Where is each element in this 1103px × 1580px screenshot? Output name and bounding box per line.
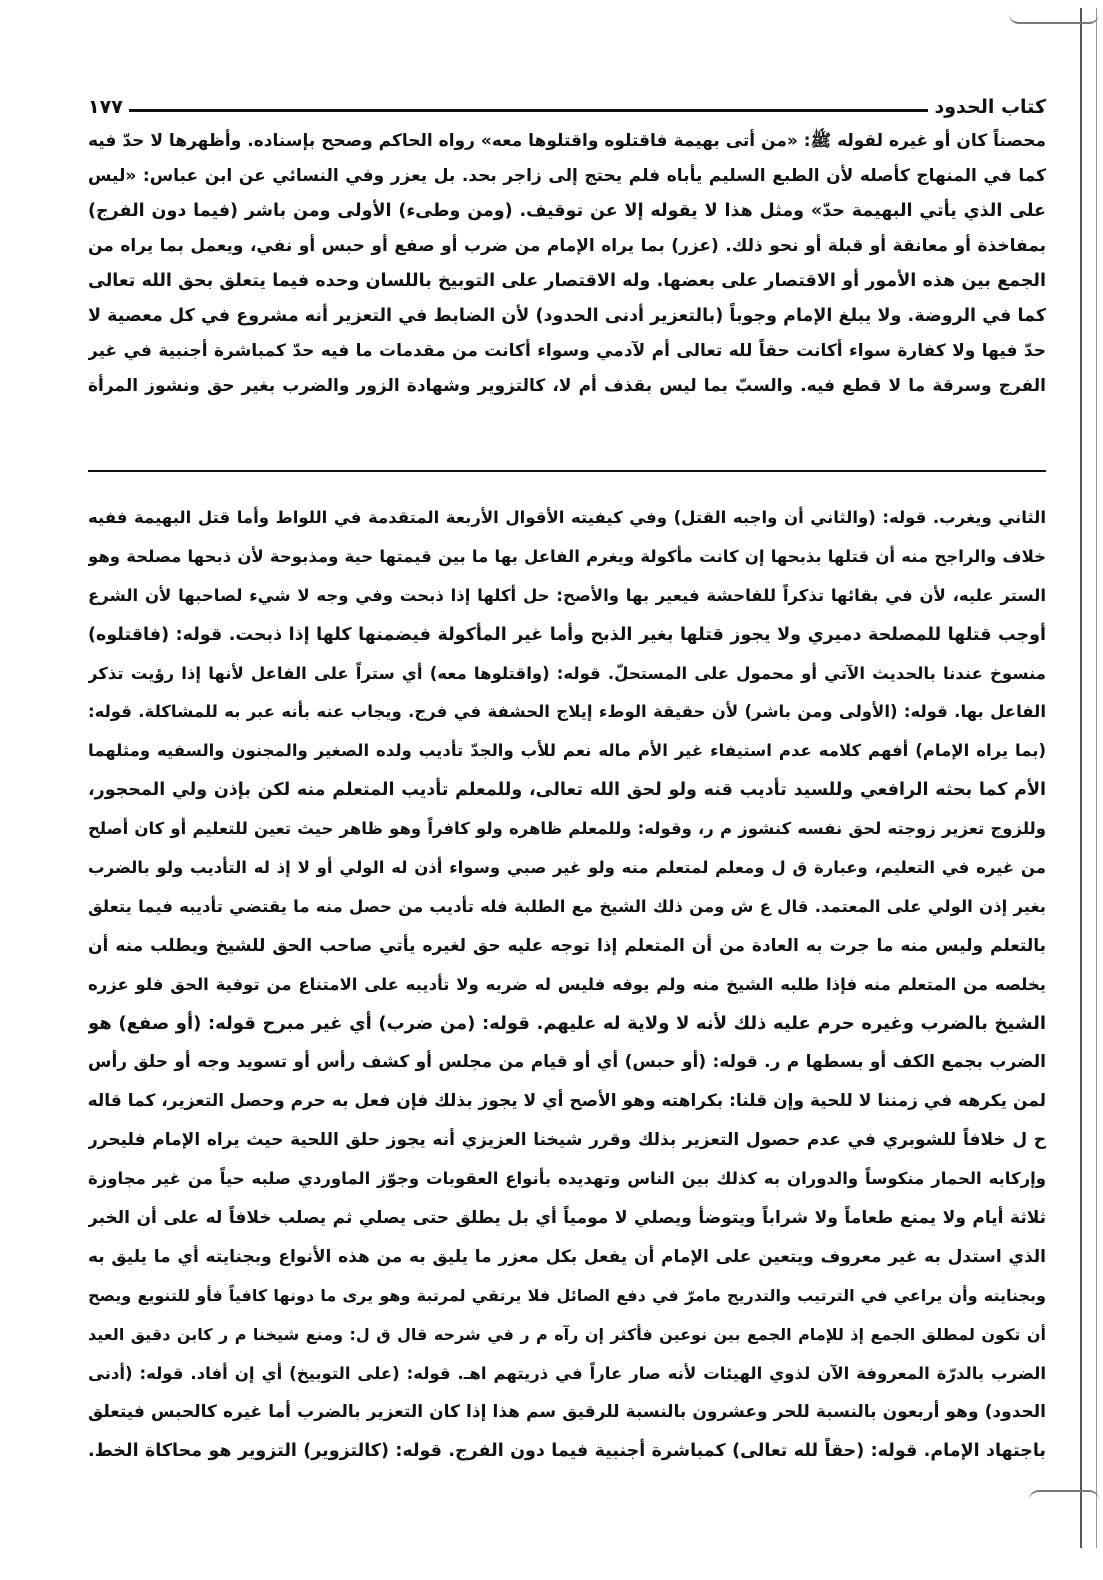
footnote-separator bbox=[88, 470, 1046, 472]
footnote-line: يخلصه من المتعلم منه فإذا طلبه الشيخ منه ولم يوفه فليس له ضربه ولا تأديبه على الامتناع من توفية الحق فلو عزره bbox=[88, 974, 1046, 994]
footnote-line: الذي استدل به غير معروف ويتعين على الإمام أن يفعل بكل معزر ما يليق به من هذه الأنواع وبجنايته أي ما يليق به bbox=[88, 1246, 1046, 1267]
footnote-line: وبجنايته وأن يراعي في الترتيب والتدريج مامرّ في دفع الصائل فلا يرتقي لمرتبة وهو يرى ما دونها كافياً فأو للتنويع ويصح bbox=[88, 1285, 1046, 1305]
footnote-line: الحدود) وهو أربعون بالنسبة للحر وعشرون بالنسبة للرقيق سم هذا إذا كان التعزير بالضرب أما غيره كالحبس فيتعلق bbox=[88, 1402, 1046, 1423]
main-text-line: كما في الروضة. ولا يبلغ الإمام وجوباً (بالتعزير أدنى الحدود) لأن الضابط في التعزير أنه مشروع في كل معصية لا bbox=[88, 306, 1046, 326]
footnote-line: باجتهاد الإمام. قوله: (حقاً لله تعالى) كمباشرة أجنبية فيما دون الفرج. قوله: (كالتزوير) التزوير هو محاكاة الخط. bbox=[88, 1441, 1046, 1462]
footnote-line: الضرب بجمع الكف أو بسطها م ر. قوله: (أو حبس) أي أو قيام من مجلس أو كشف رأس أو تسويد وجه أو حلق رأس bbox=[88, 1052, 1046, 1073]
footnotes bbox=[88, 499, 1046, 1471]
footnote-line: الستر عليه، لأن في بقائها تذكراً للفاحشة فيعير بها والأصح: حل أكلها إذا ذبحت وفي وجه لا شيء لصاحبها لأن الشرع bbox=[88, 585, 1046, 605]
footnote-line: الثاني ويغرب. قوله: (والثاني أن واجبه القتل) وفي كيفيته الأقوال الأربعة المتقدمة في اللواط وأما قتل البهيمة ففيه bbox=[88, 508, 1046, 527]
page-number: ١٧٧ bbox=[88, 96, 123, 118]
footnote-line: وإركابه الحمار منكوساً والدوران به كذلك بين الناس وتهديده بأنواع العقوبات وجوّز الماوردي صلبه حياً من غير مجاوزة bbox=[88, 1169, 1046, 1189]
border-ornament-bottom bbox=[1029, 1490, 1099, 1512]
footnote-line: بالتعلم وليس منه ما جرت به العادة من أن المتعلم إذا توجه عليه حق لغيره يأتي صاحب الحق للشيخ ويطلب منه أن bbox=[88, 935, 1046, 956]
footnote-line: وللزوج تعزير زوجته لحق نفسه كنشوز م ر، وقوله: وللمعلم ظاهره ولو كافراً وهو ظاهر حيث تعين للتعليم أو كان أصلح bbox=[88, 819, 1046, 839]
main-text-line: على الذي يأتي البهيمة حدّ» ومثل هذا لا يقوله إلا عن توقيف. (ومن وطىء) الأولى ومن باشر (فيما دون الفرج) bbox=[88, 201, 1046, 221]
footnote-line: الفاعل بها. قوله: (الأولى ومن باشر) لأن حقيقة الوطء إيلاج الحشفة في فرج. ويجاب عنه بأنه عبر به للمشاكلة. قوله: bbox=[88, 702, 1046, 722]
running-header bbox=[88, 92, 1046, 118]
page-border-ornament bbox=[1080, 8, 1097, 1548]
main-text-line: حدّ فيها ولا كفارة سواء أكانت حقاً لله تعالى أم لآدمي وسواء أكانت من مقدمات ما فيه حدّ كمباشرة أجنبية في غير bbox=[88, 341, 1046, 361]
footnote-line: من غيره في التعليم، وعبارة ق ل ومعلم لمتعلم منه ولو غير صبي وسواء أذن له الولي أو لا إذ له التأديب ولو بالضرب bbox=[88, 858, 1046, 878]
footnote-line: خلاف والراجح منه أن قتلها بذبحها إن كانت مأكولة ويغرم الفاعل بها ما بين قيمتها حية ومذبوحة لأن ذبحها مصلحة وهو bbox=[88, 546, 1046, 566]
main-text-line: كما في المنهاج كأصله لأن الطبع السليم يأباه فلم يحتج إلى زاجر بحد. بل يعزر وفي النسائي عن ابن عباس: «ليس bbox=[88, 166, 1046, 186]
main-text bbox=[88, 124, 1046, 404]
border-ornament-top bbox=[1009, 4, 1099, 24]
footnote-line: منسوخ عندنا بالحديث الآتي أو محمول على المستحلّ. قوله: (واقتلوها معه) أي ستراً على الفاعل لأنها إذا رؤيت تذكر bbox=[88, 663, 1046, 683]
chapter-title: كتاب الحدود bbox=[934, 96, 1046, 118]
footnote-line: (بما يراه الإمام) أفهم كلامه عدم استيفاء غير الأم ماله نعم للأب والجدّ تأديب ولده الصغير والمجنون والسفيه ومثلهما bbox=[88, 741, 1046, 761]
main-text-line: الفرج وسرقة ما لا قطع فيه. والسبّ بما ليس بقذف أم لا، كالتزوير وشهادة الزور والضرب بغير حق ونشوز المرأة bbox=[88, 376, 1046, 396]
footnote-line: ثلاثة أيام ولا يمنع طعاماً ولا شراباً ويتوضأ ويصلي لا مومياً أي بل يطلق حتى يصلي ثم يصلب خلافاً له على أن الخبر bbox=[88, 1208, 1046, 1229]
main-text-line: الجمع بين هذه الأمور أو الاقتصار على بعضها. وله الاقتصار على التوبيخ باللسان وحده فيما يتعلق بحق الله تعالى bbox=[88, 271, 1046, 291]
main-text-line: بمفاخذة أو معانقة أو قبلة أو نحو ذلك. (عزر) بما يراه الإمام من ضرب أو صفع أو حبس أو نفي، ويعمل بما يراه من bbox=[88, 236, 1046, 256]
footnote-line: الضرب بالدرّة المعروفة الآن لذوي الهيئات لأنه صار عاراً في ذريتهم اهـ. قوله: (على التوبيخ) أي إن أفاد. قوله: (أدنى bbox=[88, 1363, 1046, 1383]
footnote-line: ح ل خلافاً للشوبري في عدم حصول التعزير بذلك وقرر شيخنا العزيزي أنه يجوز حلق اللحية حيث يراه الإمام فليحرر bbox=[88, 1130, 1046, 1151]
footnote-line: الشيخ بالضرب وغيره حرم عليه ذلك لأنه لا ولاية له عليهم. قوله: (من ضرب) أي غير مبرح قوله: (أو صفع) هو bbox=[88, 1012, 1046, 1034]
footnote-line: لمن يكرهه في زمننا لا للحية وإن قلنا: بكراهته وهو الأصح أي لا يجوز بذلك فإن فعل به حرم وحصل التعزير، كما قاله bbox=[88, 1091, 1046, 1112]
footnote-line: الأم كما بحثه الرافعي وللسيد تأديب قنه ولو لحق الله تعالى، وللمعلم تأديب المتعلم منه لكن بإذن ولي المحجور، bbox=[88, 780, 1046, 801]
footnote-line: أن تكون لمطلق الجمع إذ للإمام الجمع بين نوعين فأكثر إن رآه م ر في شرحه قال ق ل: ومنع شيخنا م ر كابن دقيق العيد bbox=[88, 1324, 1046, 1344]
header-rule bbox=[129, 109, 929, 112]
main-text-line: محصناً كان أو غيره لقوله ﷺ: «من أتى بهيمة فاقتلوه واقتلوها معه» رواه الحاكم وصحح بإسناده. وأظهرها لا حدّ فيه bbox=[88, 131, 1046, 151]
footnote-line: بغير إذن الولي على المعتمد. قال ع ش ومن ذلك الشيخ مع الطلبة فله تأديب من حصل منه ما يقتضي تأديبه فيما يتعلق bbox=[88, 896, 1046, 916]
footnote-line: أوجب قتلها للمصلحة دميري ولا يجوز قتلها بغير الذبح وأما غير المأكولة فيضمنها كلها إذا ذبحت. قوله: (فاقتلوه) bbox=[88, 624, 1046, 645]
